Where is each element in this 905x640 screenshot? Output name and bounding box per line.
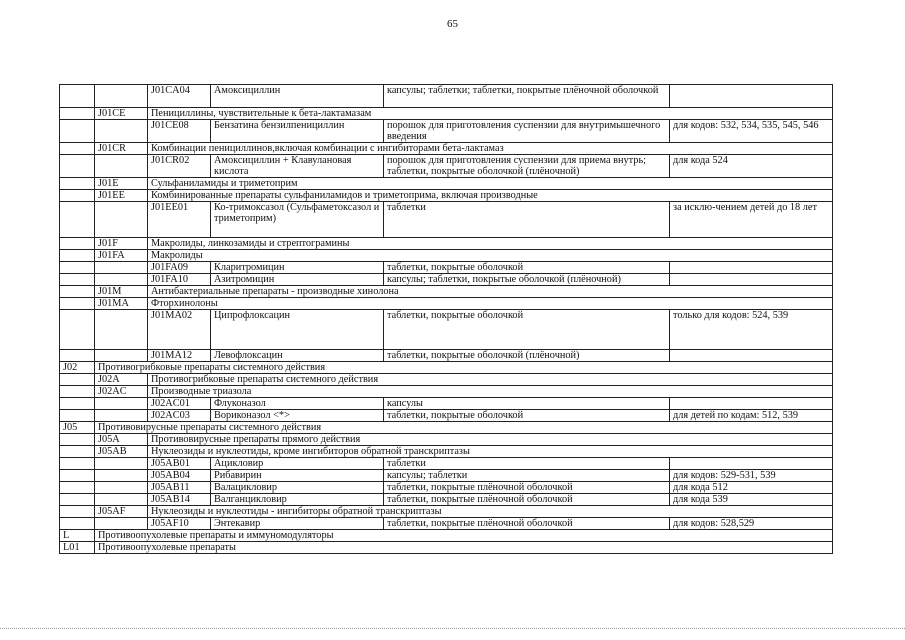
atc-code-cell: J01E: [95, 178, 148, 190]
drug-name-cell: Энтекавир: [211, 518, 384, 530]
empty-cell: [95, 120, 148, 143]
dosage-form-cell: капсулы; таблетки, покрытые оболочкой (плёночной): [384, 274, 670, 286]
empty-cell: [60, 494, 95, 506]
drug-name-cell: Валганцикловир: [211, 494, 384, 506]
empty-cell: [95, 398, 148, 410]
atc-code-cell: J01EE: [95, 190, 148, 202]
group-name-cell: Антибактериальные препараты - производные хинолона: [148, 286, 833, 298]
atc-code-cell: J01F: [95, 238, 148, 250]
empty-cell: [60, 120, 95, 143]
empty-cell: [95, 410, 148, 422]
atc-code-cell: J01CE08: [148, 120, 211, 143]
group-name-cell: Противовирусные препараты системного действия: [95, 422, 833, 434]
group-name-cell: Комбинированные препараты сульфаниламидов и триметоприма, включая производные: [148, 190, 833, 202]
drug-name-cell: Валацикловир: [211, 482, 384, 494]
empty-cell: [95, 470, 148, 482]
table-row: [60, 518, 833, 530]
group-name-cell: Противогрибковые препараты системного действия: [148, 374, 833, 386]
atc-code-cell: J05AB01: [148, 458, 211, 470]
empty-cell: [60, 482, 95, 494]
table-row: [60, 238, 833, 250]
dosage-form-cell: таблетки, покрытые плёночной оболочкой: [384, 518, 670, 530]
drug-name-cell: Левофлоксацин: [211, 350, 384, 362]
note-cell: [670, 458, 833, 470]
atc-code-cell: J02AC03: [148, 410, 211, 422]
table-row: [60, 386, 833, 398]
dosage-form-cell: таблетки, покрытые плёночной оболочкой: [384, 482, 670, 494]
empty-cell: [60, 202, 95, 238]
drug-name-cell: Бензатина бензилпенициллин: [211, 120, 384, 143]
atc-code-cell: J01MA02: [148, 310, 211, 350]
group-name-cell: Производные триазола: [148, 386, 833, 398]
atc-code-cell: J05AB11: [148, 482, 211, 494]
note-cell: для кодов: 528,529: [670, 518, 833, 530]
empty-cell: [95, 202, 148, 238]
scan-edge-line: [0, 628, 905, 629]
empty-cell: [60, 506, 95, 518]
dosage-form-cell: таблетки, покрытые оболочкой: [384, 262, 670, 274]
drug-list-table: [59, 84, 833, 554]
empty-cell: [95, 494, 148, 506]
note-cell: для кода 539: [670, 494, 833, 506]
empty-cell: [95, 262, 148, 274]
table-row: [60, 190, 833, 202]
note-cell: [670, 262, 833, 274]
table-row: [60, 85, 833, 108]
empty-cell: [95, 274, 148, 286]
group-name-cell: Противовирусные препараты прямого действия: [148, 434, 833, 446]
drug-name-cell: Рибавирин: [211, 470, 384, 482]
dosage-form-cell: таблетки, покрытые оболочкой: [384, 310, 670, 350]
group-name-cell: Противоопухолевые препараты: [95, 542, 833, 554]
empty-cell: [60, 410, 95, 422]
table-row: [60, 120, 833, 143]
table-row: [60, 262, 833, 274]
note-cell: для кодов: 529-531, 539: [670, 470, 833, 482]
empty-cell: [60, 85, 95, 108]
table-row: [60, 446, 833, 458]
group-name-cell: Нуклеозиды и нуклеотиды, кроме ингибиторов обратной транскриптазы: [148, 446, 833, 458]
table-row: [60, 108, 833, 120]
empty-cell: [60, 298, 95, 310]
table-row: [60, 470, 833, 482]
page-number: 65: [447, 18, 458, 30]
empty-cell: [60, 190, 95, 202]
dosage-form-cell: таблетки: [384, 202, 670, 238]
group-name-cell: Комбинации пенициллинов,включая комбинации с ингибиторами бета-лактамаз: [148, 143, 833, 155]
table-row: [60, 143, 833, 155]
note-cell: [670, 274, 833, 286]
table-row: [60, 398, 833, 410]
empty-cell: [60, 398, 95, 410]
atc-code-cell: J01FA10: [148, 274, 211, 286]
drug-name-cell: Амоксициллин + Клавулановая кислота: [211, 155, 384, 178]
note-cell: [670, 85, 833, 108]
atc-code-cell: J01CR: [95, 143, 148, 155]
empty-cell: [95, 518, 148, 530]
dosage-form-cell: капсулы; таблетки: [384, 470, 670, 482]
table-row: [60, 362, 833, 374]
atc-code-cell: J02AC: [95, 386, 148, 398]
note-cell: [670, 350, 833, 362]
empty-cell: [95, 482, 148, 494]
drug-name-cell: Ацикловир: [211, 458, 384, 470]
table-row: [60, 530, 833, 542]
empty-cell: [60, 178, 95, 190]
dosage-form-cell: таблетки, покрытые плёночной оболочкой: [384, 494, 670, 506]
table-row: [60, 434, 833, 446]
empty-cell: [60, 143, 95, 155]
empty-cell: [60, 518, 95, 530]
group-name-cell: Макролиды, линкозамиды и стрептограмины: [148, 238, 833, 250]
table-row: [60, 250, 833, 262]
table-row: [60, 155, 833, 178]
table-row: [60, 178, 833, 190]
atc-code-cell: J02AC01: [148, 398, 211, 410]
table-row: [60, 494, 833, 506]
table-row: [60, 458, 833, 470]
empty-cell: [60, 250, 95, 262]
group-name-cell: Противоопухолевые препараты и иммуномодуляторы: [95, 530, 833, 542]
note-cell: для кодов: 532, 534, 535, 545, 546: [670, 120, 833, 143]
empty-cell: [60, 155, 95, 178]
drug-name-cell: Вориконазол <*>: [211, 410, 384, 422]
table-row: [60, 310, 833, 350]
dosage-form-cell: таблетки, покрытые оболочкой (плёночной): [384, 350, 670, 362]
drug-name-cell: Ципрофлоксацин: [211, 310, 384, 350]
atc-code-cell: J01EE01: [148, 202, 211, 238]
table-row: [60, 410, 833, 422]
group-name-cell: Нуклеозиды и нуклеотиды - ингибиторы обратной транскриптазы: [148, 506, 833, 518]
atc-code-cell: J05: [60, 422, 95, 434]
table-row: [60, 506, 833, 518]
note-cell: только для кодов: 524, 539: [670, 310, 833, 350]
table-row: [60, 542, 833, 554]
atc-code-cell: J01FA: [95, 250, 148, 262]
drug-name-cell: Амоксициллин: [211, 85, 384, 108]
atc-code-cell: J01FA09: [148, 262, 211, 274]
dosage-form-cell: порошок для приготовления суспензии для приема внутрь; таблетки, покрытые оболочкой (плёночной): [384, 155, 670, 178]
drug-name-cell: Азитромицин: [211, 274, 384, 286]
atc-code-cell: J01CE: [95, 108, 148, 120]
atc-code-cell: J05AB14: [148, 494, 211, 506]
table-row: [60, 422, 833, 434]
table-row: [60, 298, 833, 310]
atc-code-cell: J05A: [95, 434, 148, 446]
empty-cell: [95, 350, 148, 362]
table-row: [60, 482, 833, 494]
empty-cell: [60, 374, 95, 386]
note-cell: для детей по кодам: 512, 539: [670, 410, 833, 422]
empty-cell: [60, 434, 95, 446]
table-row: [60, 274, 833, 286]
empty-cell: [60, 262, 95, 274]
table-row: [60, 202, 833, 238]
group-name-cell: Сульфаниламиды и триметоприм: [148, 178, 833, 190]
atc-code-cell: J01MA12: [148, 350, 211, 362]
atc-code-cell: J05AF10: [148, 518, 211, 530]
empty-cell: [60, 238, 95, 250]
empty-cell: [95, 155, 148, 178]
table-row: [60, 350, 833, 362]
group-name-cell: Фторхинолоны: [148, 298, 833, 310]
group-name-cell: Пенициллины, чувствительные к бета-лактамазам: [148, 108, 833, 120]
table-body: [60, 85, 833, 554]
empty-cell: [60, 446, 95, 458]
atc-code-cell: J02: [60, 362, 95, 374]
atc-code-cell: J01CA04: [148, 85, 211, 108]
group-name-cell: Противогрибковые препараты системного действия: [95, 362, 833, 374]
empty-cell: [60, 470, 95, 482]
note-cell: для кода 524: [670, 155, 833, 178]
atc-code-cell: J02A: [95, 374, 148, 386]
dosage-form-cell: таблетки: [384, 458, 670, 470]
empty-cell: [95, 85, 148, 108]
note-cell: [670, 398, 833, 410]
group-name-cell: Макролиды: [148, 250, 833, 262]
drug-name-cell: Ко-тримоксазол (Сульфаметоксазол и триметоприм): [211, 202, 384, 238]
empty-cell: [60, 108, 95, 120]
empty-cell: [95, 310, 148, 350]
dosage-form-cell: капсулы; таблетки; таблетки, покрытые плёночной оболочкой: [384, 85, 670, 108]
dosage-form-cell: порошок для приготовления суспензии для внутримышечного введения: [384, 120, 670, 143]
empty-cell: [60, 310, 95, 350]
atc-code-cell: J05AB04: [148, 470, 211, 482]
atc-code-cell: J01M: [95, 286, 148, 298]
dosage-form-cell: таблетки, покрытые оболочкой: [384, 410, 670, 422]
atc-code-cell: J05AF: [95, 506, 148, 518]
note-cell: за исклю-чением детей до 18 лет: [670, 202, 833, 238]
table-row: [60, 374, 833, 386]
empty-cell: [60, 386, 95, 398]
atc-code-cell: J01MA: [95, 298, 148, 310]
dosage-form-cell: капсулы: [384, 398, 670, 410]
drug-name-cell: Кларитромицин: [211, 262, 384, 274]
empty-cell: [60, 286, 95, 298]
atc-code-cell: L: [60, 530, 95, 542]
atc-code-cell: J05AB: [95, 446, 148, 458]
atc-code-cell: J01CR02: [148, 155, 211, 178]
table-row: [60, 286, 833, 298]
empty-cell: [60, 458, 95, 470]
empty-cell: [60, 350, 95, 362]
note-cell: для кода 512: [670, 482, 833, 494]
empty-cell: [60, 274, 95, 286]
drug-name-cell: Флуконазол: [211, 398, 384, 410]
empty-cell: [95, 458, 148, 470]
atc-code-cell: L01: [60, 542, 95, 554]
